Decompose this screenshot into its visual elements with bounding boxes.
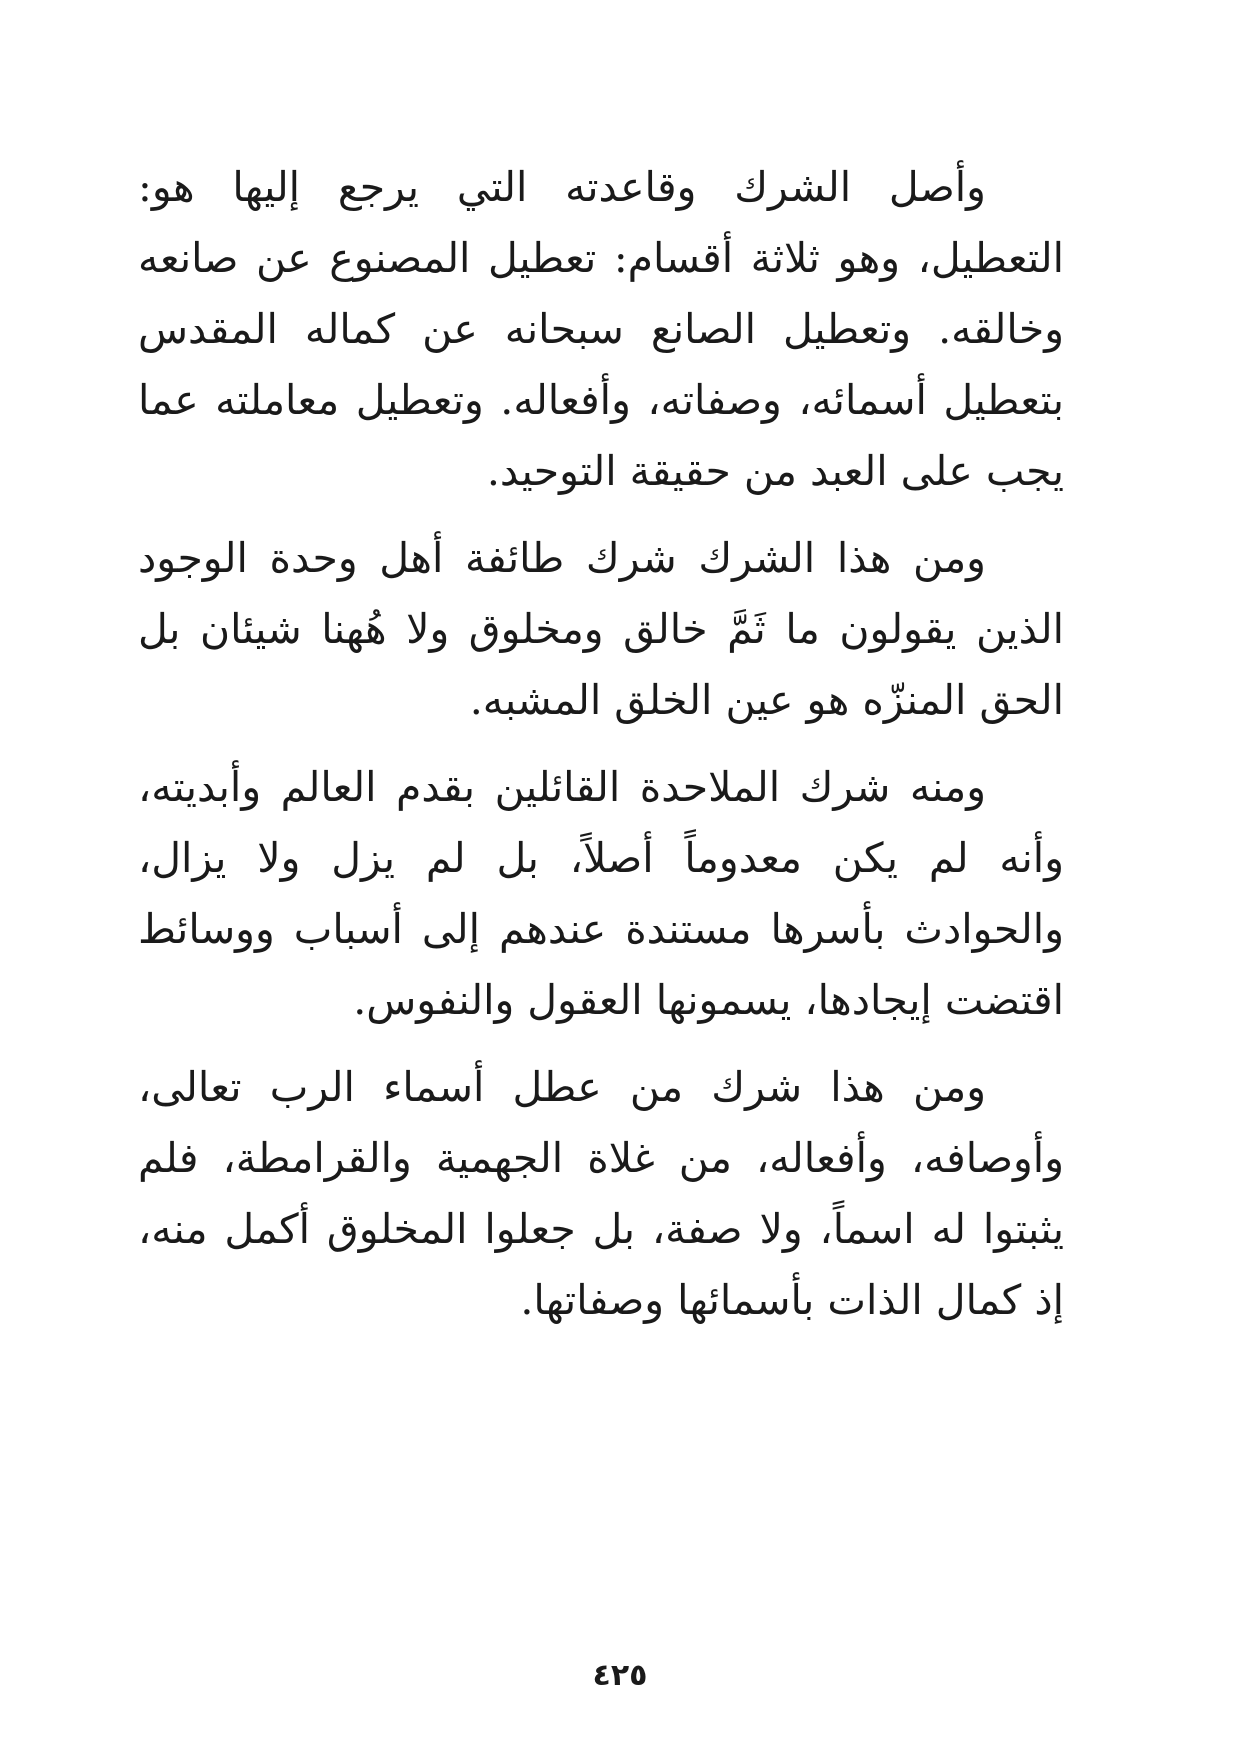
- paragraph-2: ومن هذا الشرك شرك طائفة أهل وحدة الوجود الذين يقولون ما ثَمَّ خالق ومخلوق ولا هُهنا شيئان بل الحق المنزّه هو عين الخلق المشبه.: [138, 534, 1064, 724]
- paragraph-3: ومنه شرك الملاحدة القائلين بقدم العالم وأبديته، وأنه لم يكن معدوماً أصلاً، بل لم يزل ولا يزال، والحوادث بأسرها مستندة عندهم إلى أسباب ووسائط اقتضت إيجادها، يسمونها العقول والنفوس.: [138, 763, 1064, 1024]
- page-number: ٤٢٥: [592, 1658, 648, 1693]
- body-text: [138, 152, 1064, 1352]
- paragraph-1: وأصل الشرك وقاعدته التي يرجع إليها هو: التعطيل، وهو ثلاثة أقسام: تعطيل المصنوع عن صانعه وخالقه. وتعطيل الصانع سبحانه عن كماله المقدس بتعطيل أسمائه، وصفاته، وأفعاله. وتعطيل معاملته عما يجب على العبد من حقيقة التوحيد.: [138, 163, 1064, 495]
- paragraph-4: ومن هذا شرك من عطل أسماء الرب تعالى، وأوصافه، وأفعاله، من غلاة الجهمية والقرامطة، فلم يثبتوا له اسماً، ولا صفة، بل جعلوا المخلوق أكمل منه، إذ كمال الذات بأسمائها وصفاتها.: [138, 1063, 1064, 1324]
